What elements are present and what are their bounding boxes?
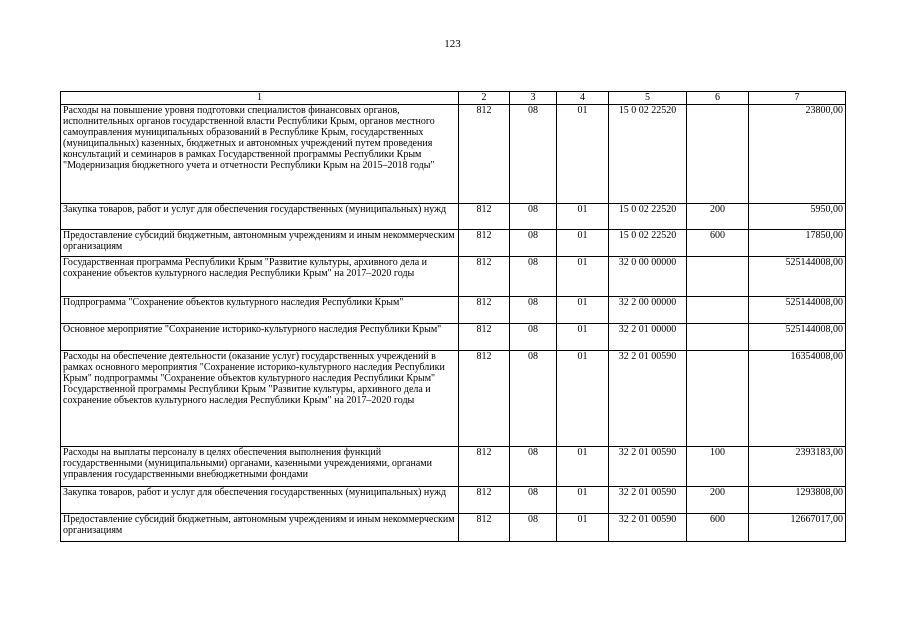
expense-type-cell: 100	[687, 447, 749, 487]
table-row	[61, 351, 846, 447]
expense-name-cell: Закупка товаров, работ и услуг для обеспечения государственных (муниципальных) нужд	[61, 487, 459, 514]
section-code-cell: 08	[510, 204, 557, 230]
column-header: 1	[61, 92, 459, 105]
ministry-code-cell: 812	[459, 351, 510, 447]
amount-cell: 16354008,00	[749, 351, 846, 447]
column-header: 7	[749, 92, 846, 105]
expense-name-cell: Основное мероприятие "Сохранение историко-культурного наследия Республики Крым"	[61, 324, 459, 351]
target-article-cell: 32 2 01 00590	[609, 351, 687, 447]
target-article-cell: 32 2 00 00000	[609, 297, 687, 324]
table-row	[61, 324, 846, 351]
section-code-cell: 08	[510, 257, 557, 297]
target-article-cell: 32 2 01 00000	[609, 324, 687, 351]
expense-name-cell: Предоставление субсидий бюджетным, автономным учреждениям и иным некоммерческим организациям	[61, 230, 459, 257]
table-row	[61, 230, 846, 257]
target-article-cell: 32 2 01 00590	[609, 514, 687, 542]
table-row	[61, 447, 846, 487]
expense-name-cell: Подпрограмма "Сохранение объектов культурного наследия Республики Крым"	[61, 297, 459, 324]
table-row	[61, 105, 846, 204]
subsection-code-cell: 01	[557, 447, 609, 487]
column-header: 4	[557, 92, 609, 105]
expense-type-cell: 600	[687, 230, 749, 257]
subsection-code-cell: 01	[557, 351, 609, 447]
column-header: 3	[510, 92, 557, 105]
expense-name-cell: Закупка товаров, работ и услуг для обеспечения государственных (муниципальных) нужд	[61, 204, 459, 230]
section-code-cell: 08	[510, 514, 557, 542]
expense-type-cell	[687, 324, 749, 351]
ministry-code-cell: 812	[459, 514, 510, 542]
section-code-cell: 08	[510, 230, 557, 257]
target-article-cell: 15 0 02 22520	[609, 204, 687, 230]
amount-cell: 12667017,00	[749, 514, 846, 542]
expense-name-cell: Предоставление субсидий бюджетным, автономным учреждениям и иным некоммерческим организациям	[61, 514, 459, 542]
subsection-code-cell: 01	[557, 257, 609, 297]
target-article-cell: 32 2 01 00590	[609, 487, 687, 514]
section-code-cell: 08	[510, 105, 557, 204]
target-article-cell: 32 2 01 00590	[609, 447, 687, 487]
amount-cell: 5950,00	[749, 204, 846, 230]
column-header: 6	[687, 92, 749, 105]
expense-type-cell	[687, 257, 749, 297]
expense-type-cell: 600	[687, 514, 749, 542]
expense-type-cell	[687, 105, 749, 204]
section-code-cell: 08	[510, 297, 557, 324]
budget-table	[60, 91, 846, 542]
target-article-cell: 15 0 02 22520	[609, 230, 687, 257]
amount-cell: 2393183,00	[749, 447, 846, 487]
target-article-cell: 15 0 02 22520	[609, 105, 687, 204]
section-code-cell: 08	[510, 351, 557, 447]
expense-type-cell	[687, 297, 749, 324]
ministry-code-cell: 812	[459, 204, 510, 230]
expense-type-cell: 200	[687, 204, 749, 230]
column-header: 5	[609, 92, 687, 105]
ministry-code-cell: 812	[459, 230, 510, 257]
table-row	[61, 297, 846, 324]
ministry-code-cell: 812	[459, 324, 510, 351]
target-article-cell: 32 0 00 00000	[609, 257, 687, 297]
ministry-code-cell: 812	[459, 105, 510, 204]
subsection-code-cell: 01	[557, 105, 609, 204]
subsection-code-cell: 01	[557, 487, 609, 514]
subsection-code-cell: 01	[557, 204, 609, 230]
table-row	[61, 204, 846, 230]
subsection-code-cell: 01	[557, 297, 609, 324]
amount-cell: 1293808,00	[749, 487, 846, 514]
section-code-cell: 08	[510, 447, 557, 487]
table-row	[61, 257, 846, 297]
amount-cell: 525144008,00	[749, 297, 846, 324]
expense-name-cell: Государственная программа Республики Крым "Развитие культуры, архивного дела и сохранение объектов культурного наследия Республики Крым" на 2017–2020 годы	[61, 257, 459, 297]
expense-name-cell: Расходы на выплаты персоналу в целях обеспечения выполнения функций государственными (муниципальными) органами, казенными учреждениями, органами управления государственными внебюджетными фондами	[61, 447, 459, 487]
page-number: 123	[444, 38, 461, 50]
table-row	[61, 487, 846, 514]
ministry-code-cell: 812	[459, 447, 510, 487]
amount-cell: 525144008,00	[749, 257, 846, 297]
table-row	[61, 514, 846, 542]
ministry-code-cell: 812	[459, 257, 510, 297]
section-code-cell: 08	[510, 324, 557, 351]
ministry-code-cell: 812	[459, 297, 510, 324]
expense-type-cell: 200	[687, 487, 749, 514]
amount-cell: 525144008,00	[749, 324, 846, 351]
subsection-code-cell: 01	[557, 324, 609, 351]
subsection-code-cell: 01	[557, 514, 609, 542]
amount-cell: 17850,00	[749, 230, 846, 257]
section-code-cell: 08	[510, 487, 557, 514]
amount-cell: 23800,00	[749, 105, 846, 204]
expense-type-cell	[687, 351, 749, 447]
subsection-code-cell: 01	[557, 230, 609, 257]
ministry-code-cell: 812	[459, 487, 510, 514]
table-header-row	[61, 92, 846, 105]
expense-name-cell: Расходы на повышение уровня подготовки специалистов финансовых органов, исполнительных органов государственной власти Республики Крым, органов местного самоуправления муниципальных образований в Республике Крым, государственных (муниципальных) казенных, бюджетных и автономных учреждений путем проведения консультаций и семинаров в рамках Государственной программы Республики Крым "Модернизация бюджетного учета и отчетности Республики Крым на 2015–2018 годы"	[61, 105, 459, 204]
expense-name-cell: Расходы на обеспечение деятельности (оказание услуг) государственных учреждений в рамках основного мероприятия "Сохранение историко-культурного наследия Республики Крым" подпрограммы "Сохранение объектов культурного наследия Республики Крым" Государственной программы Республики Крым "Развитие культуры, архивного дела и сохранение объектов культурного наследия Республики Крым" на 2017–2020 годы	[61, 351, 459, 447]
column-header: 2	[459, 92, 510, 105]
